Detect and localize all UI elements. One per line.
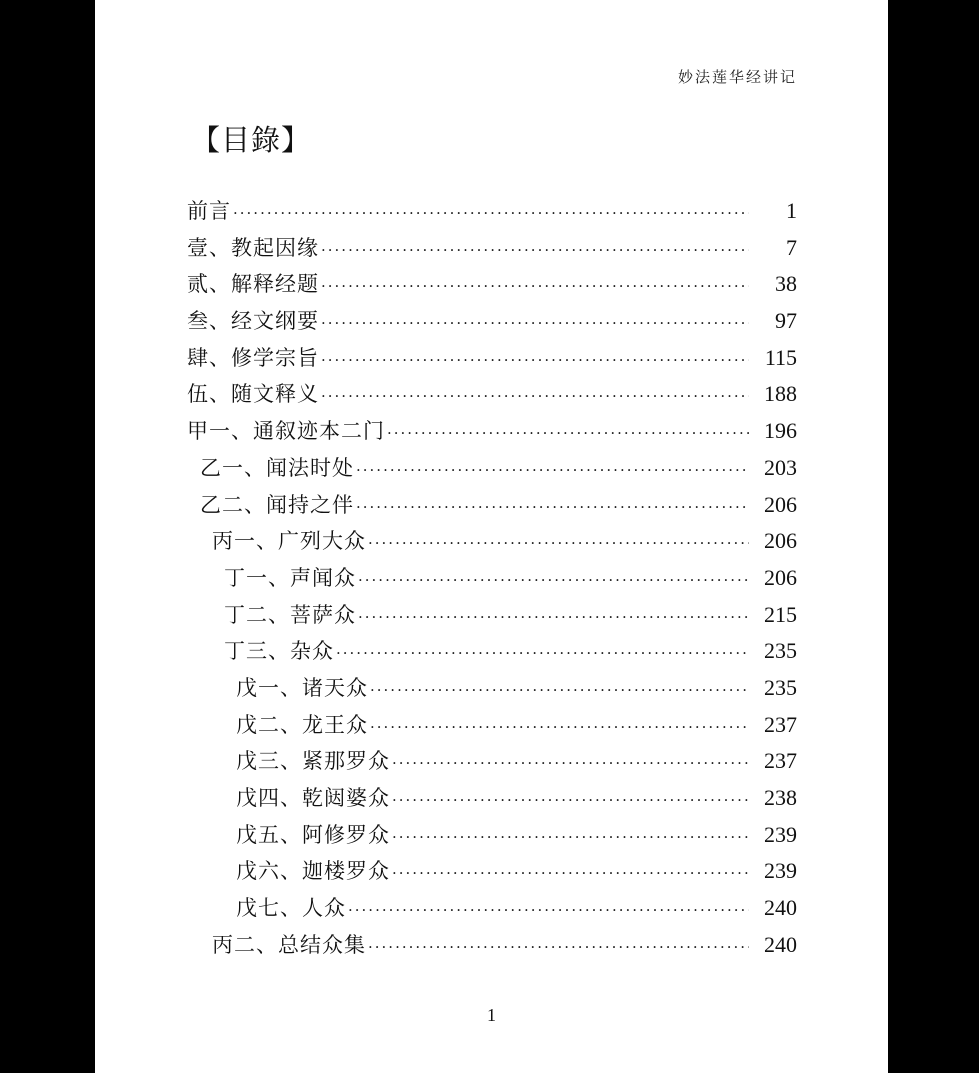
toc-entry-label: 丁二、菩萨众 (224, 602, 356, 627)
toc-entry-page: 235 (764, 638, 797, 664)
toc-dot-leader (321, 387, 749, 405)
toc-entry-page: 203 (764, 454, 797, 480)
toc-entry-page: 38 (775, 271, 797, 297)
toc-entry-label: 丁三、杂众 (224, 639, 334, 664)
toc-entry[interactable] (187, 745, 797, 782)
toc-entry[interactable] (187, 929, 797, 966)
toc-entry-page: 188 (764, 381, 797, 407)
toc-entry-page: 7 (786, 234, 797, 260)
toc-entry-label: 甲一、通叙迹本二门 (187, 419, 385, 444)
toc-dot-leader (356, 461, 749, 479)
toc-dot-leader (358, 571, 749, 589)
toc-dot-leader (358, 608, 749, 626)
toc-entry-label: 贰、解释经题 (187, 272, 319, 297)
toc-entry-page: 240 (764, 895, 797, 921)
toc-entry-label: 伍、随文释义 (187, 382, 319, 407)
toc-entry-page: 239 (764, 821, 797, 847)
toc-dot-leader (348, 901, 749, 919)
toc-entry[interactable] (187, 415, 797, 452)
toc-entry-page: 206 (764, 564, 797, 590)
toc-entry[interactable] (187, 489, 797, 526)
toc-entry-label: 前言 (187, 199, 231, 223)
toc-entry[interactable] (187, 268, 797, 305)
toc-entry-label: 壹、教起因缘 (187, 235, 319, 260)
toc-entry[interactable] (187, 709, 797, 746)
toc-entry-page: 1 (786, 198, 797, 223)
running-header: 妙法莲华经讲记 (677, 68, 797, 86)
toc-title: 【目錄】 (191, 123, 312, 157)
toc-entry[interactable] (187, 892, 797, 929)
toc-dot-leader (356, 498, 749, 516)
toc-entry-label: 肆、修学宗旨 (187, 345, 319, 370)
toc-dot-leader (392, 864, 749, 882)
page-number: 1 (487, 1005, 496, 1025)
toc-entry-page: 215 (764, 601, 797, 627)
toc-dot-leader (370, 681, 749, 699)
toc-dot-leader (321, 351, 749, 369)
toc-entry[interactable] (187, 635, 797, 672)
toc-entry[interactable] (187, 232, 797, 269)
toc-entry-label: 戊二、龙王众 (236, 712, 368, 737)
toc-dot-leader (321, 314, 749, 332)
toc-dot-leader (233, 204, 749, 222)
toc-dot-leader (392, 828, 749, 846)
toc-entry-label: 戊一、诸天众 (236, 675, 368, 700)
toc-entry-label: 乙二、闻持之伴 (200, 492, 354, 517)
toc-dot-leader (370, 718, 749, 736)
toc-entry-page: 206 (764, 491, 797, 517)
toc-entry[interactable] (187, 305, 797, 342)
toc-dot-leader (336, 644, 749, 662)
toc-entry-page: 206 (764, 528, 797, 554)
toc-dot-leader (392, 791, 749, 809)
toc-entry[interactable] (187, 782, 797, 819)
toc-entry-label: 丙一、广列大众 (212, 529, 366, 554)
toc-dot-leader (321, 241, 749, 259)
toc-entry-page: 196 (764, 418, 797, 444)
toc-entry-label: 戊四、乾闼婆众 (236, 786, 390, 810)
toc-entry[interactable] (187, 599, 797, 636)
toc-entry[interactable] (187, 672, 797, 709)
toc-entry[interactable] (187, 525, 797, 562)
toc-entry-page: 238 (764, 785, 797, 810)
toc-entry[interactable] (187, 562, 797, 599)
toc-entry-label: 戊五、阿修罗众 (236, 822, 390, 847)
toc-entry-page: 239 (764, 858, 797, 884)
toc-entry-page: 115 (764, 344, 797, 370)
toc-entry[interactable] (187, 855, 797, 892)
toc-entry[interactable] (187, 342, 797, 379)
toc-entry-label: 戊三、紧那罗众 (236, 749, 390, 774)
toc-entry-label: 丁一、声闻众 (224, 565, 356, 590)
toc-entry-label: 戊七、人众 (236, 896, 346, 921)
toc-entry-label: 丙二、总结众集 (212, 932, 366, 957)
toc-entry-label: 叁、经文纲要 (187, 309, 319, 334)
toc-entry-label: 戊六、迦楼罗众 (236, 859, 390, 884)
toc-dot-leader (387, 424, 749, 442)
toc-entry[interactable] (187, 378, 797, 415)
toc-entry[interactable] (187, 195, 797, 232)
toc-entry-label: 乙一、闻法时处 (200, 455, 354, 480)
toc-entry[interactable] (187, 452, 797, 489)
table-of-contents (187, 195, 797, 965)
toc-entry-page: 237 (764, 711, 797, 737)
document-page (95, 0, 888, 1073)
toc-entry-page: 237 (764, 748, 797, 774)
toc-entry-page: 240 (764, 931, 797, 957)
toc-entry-page: 97 (775, 308, 797, 334)
toc-dot-leader (321, 277, 749, 295)
toc-dot-leader (368, 938, 749, 956)
toc-entry[interactable] (187, 819, 797, 856)
toc-dot-leader (392, 754, 749, 772)
toc-dot-leader (368, 534, 749, 552)
toc-entry-page: 235 (764, 674, 797, 700)
